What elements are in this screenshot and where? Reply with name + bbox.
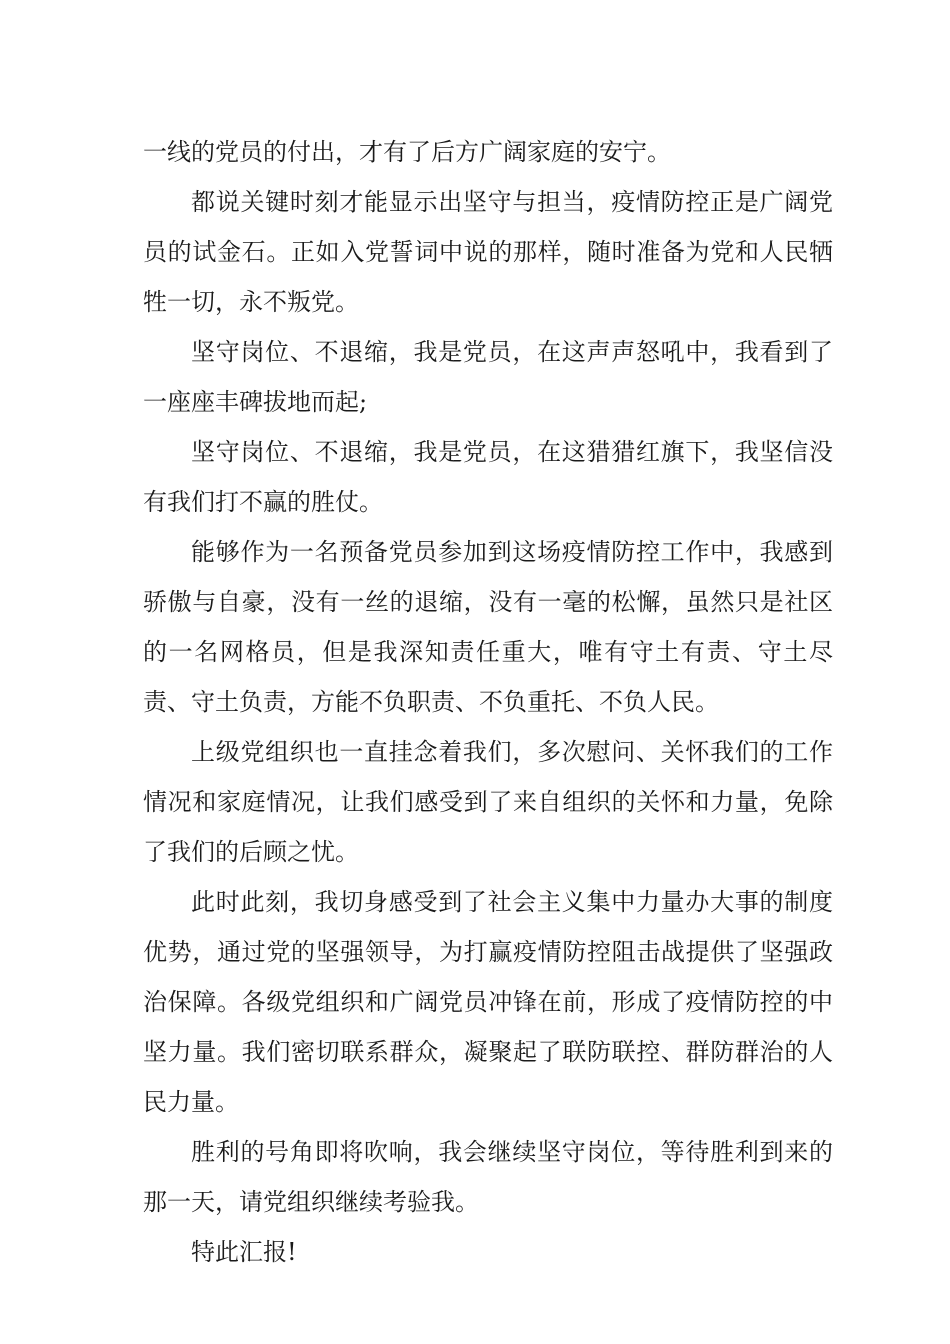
paragraph-test-of-members: 都说关键时刻才能显示出坚守与担当，疫情防控正是广阔党员的试金石。正如入党誓词中说的那样，随时准备为党和人民牺牲一切，永不叛党。 (143, 188, 833, 316)
paragraph-red-flags: 坚守岗位、不退缩，我是党员，在这猎猎红旗下，我坚信没有我们打不赢的胜仗。 (143, 438, 833, 516)
paragraph-monuments: 坚守岗位、不退缩，我是党员，在这声声怒吼中，我看到了一座座丰碑拔地而起; (143, 338, 833, 416)
paragraph-probationary-member: 能够作为一名预备党员参加到这场疫情防控工作中，我感到骄傲与自豪，没有一丝的退缩，没有一毫的松懈，虽然只是社区的一名网格员，但是我深知责任重大，唯有守土有责、守土尽责、守土负责，方能不负职责、不负重托、不负人民。 (143, 538, 833, 716)
document-body (143, 127, 833, 1277)
paragraph-party-care: 上级党组织也一直挂念着我们，多次慰问、关怀我们的工作情况和家庭情况，让我们感受到了来自组织的关怀和力量，免除了我们的后顾之忧。 (143, 738, 833, 866)
paragraph-closing: 特此汇报! (191, 1238, 297, 1266)
paragraph-victory: 胜利的号角即将吹响，我会继续坚守岗位，等待胜利到来的那一天，请党组织继续考验我。 (143, 1138, 833, 1216)
paragraph-continuation: 一线的党员的付出，才有了后方广阔家庭的安宁。 (143, 138, 671, 166)
paragraph-institutional-advantage: 此时此刻，我切身感受到了社会主义集中力量办大事的制度优势，通过党的坚强领导，为打赢疫情防控阻击战提供了坚强政治保障。各级党组织和广阔党员冲锋在前，形成了疫情防控的中坚力量。我们密切联系群众，凝聚起了联防联控、群防群治的人民力量。 (143, 888, 833, 1116)
